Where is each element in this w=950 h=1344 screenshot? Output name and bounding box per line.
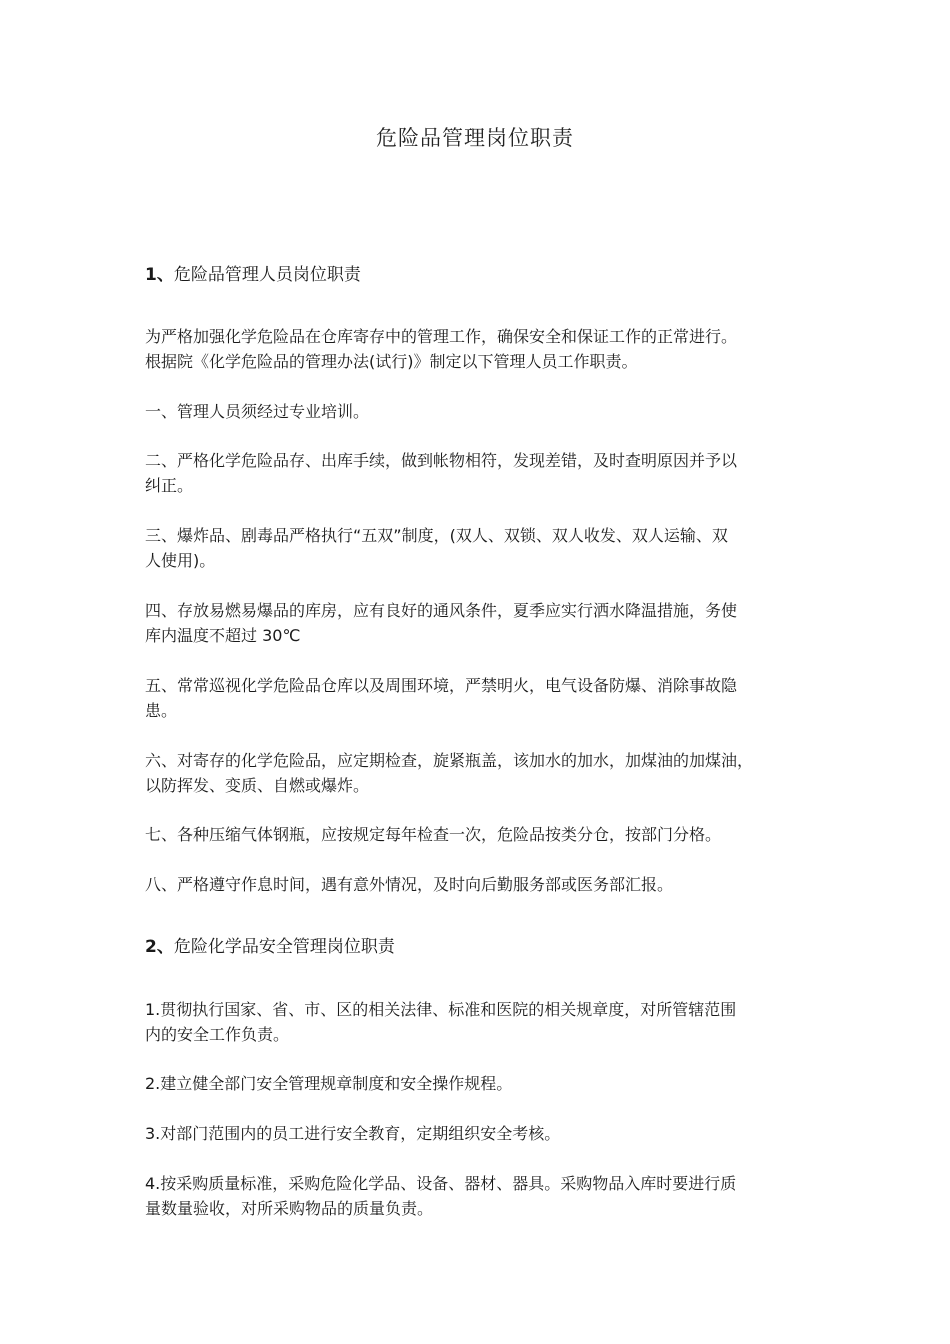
section-2-item-2: 2.建立健全部门安全管理规章制度和安全操作规程。 <box>145 1074 513 1093</box>
section-2-number: 2、 <box>145 937 174 957</box>
section-2-heading <box>145 934 395 960</box>
section-1-item-2: 二、严格化学危险品存、出库手续，做到帐物相符，发现差错，及时查明原因并予以 纠正。 <box>145 451 738 495</box>
section-1-item-8: 八、严格遵守作息时间，遇有意外情况，及时向后勤服务部或医务部汇报。 <box>145 875 674 894</box>
section-1-title: 危险品管理人员岗位职责 <box>173 265 361 285</box>
section-2-item-1: 1.贯彻执行国家、省、市、区的相关法律、标准和医院的相关规章度，对所管辖范围 内的安全工作负责。 <box>145 1000 737 1044</box>
section-1-item-3: 三、爆炸品、剧毒品严格执行“五双”制度，(双人、双锁、双人收发、双人运输、双 人使用)。 <box>145 526 728 570</box>
section-1-item-4: 四、存放易燃易爆品的库房，应有良好的通风条件，夏季应实行洒水降温措施，务使 库内温度不超过 30℃ <box>145 601 738 645</box>
section-1-number: 1、 <box>145 265 174 285</box>
document-title: 危险品管理岗位职责 <box>376 126 574 150</box>
section-1-heading <box>145 262 361 288</box>
section-1-item-6: 六、对寄存的化学危险品，应定期检查，旋紧瓶盖，该加水的加水，加煤油的加煤油， 以防挥发、变质、自燃或爆炸。 <box>145 751 754 795</box>
section-2-title: 危险化学品安全管理岗位职责 <box>173 937 395 957</box>
section-1-intro: 为严格加强化学危险品在仓库寄存中的管理工作，确保安全和保证工作的正常进行。 根据院《化学危险品的管理办法(试行)》制定以下管理人员工作职责。 <box>145 327 738 371</box>
section-2-item-4: 4.按采购质量标准，采购危险化学品、设备、器材、器具。采购物品入库时要进行质 量数量验收，对所采购物品的质量负责。 <box>145 1174 737 1218</box>
section-1-item-1: 一、管理人员须经过专业培训。 <box>145 402 370 421</box>
section-1-item-7: 七、各种压缩气体钢瓶，应按规定每年检查一次，危险品按类分仓，按部门分格。 <box>145 825 722 844</box>
section-1-item-5: 五、常常巡视化学危险品仓库以及周围环境，严禁明火，电气设备防爆、消除事故隐 患。 <box>145 676 738 720</box>
section-2-item-3: 3.对部门范围内的员工进行安全教育，定期组织安全考核。 <box>145 1124 561 1143</box>
